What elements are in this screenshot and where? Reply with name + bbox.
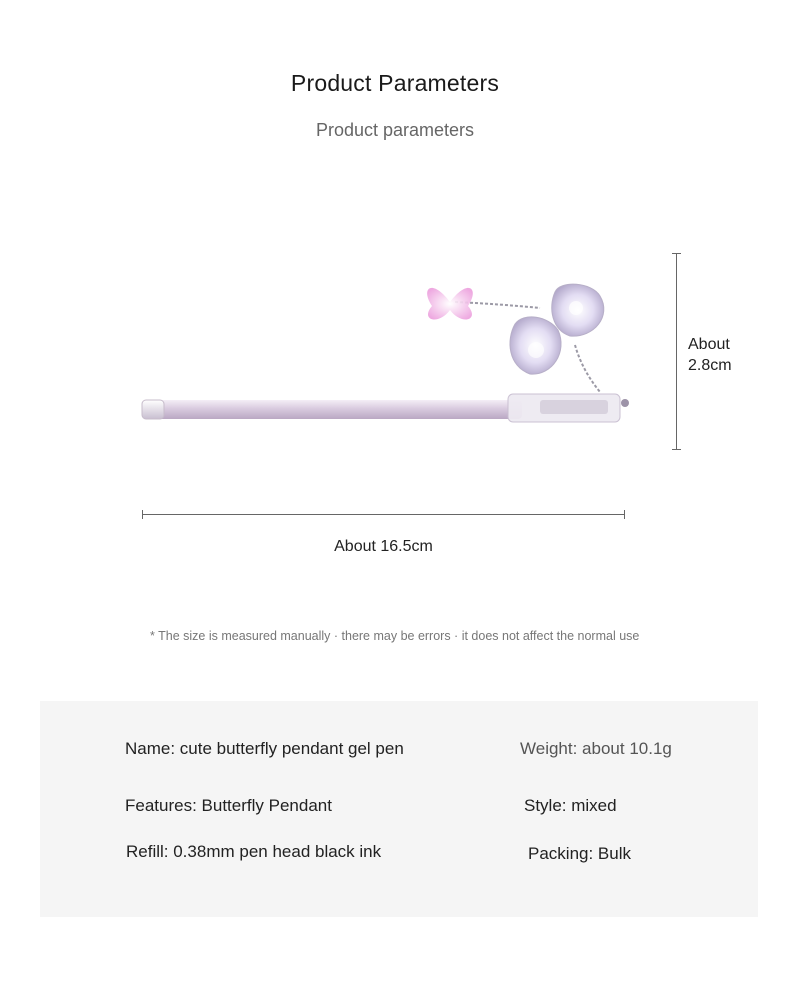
param-packing: Packing: Bulk	[528, 844, 631, 863]
param-name: Name: cute butterfly pendant gel pen	[125, 739, 404, 758]
height-label-line1: About	[688, 336, 730, 353]
param-weight: Weight: about 10.1g	[520, 739, 672, 758]
crystal-butterfly	[510, 284, 604, 374]
chain	[575, 345, 600, 392]
length-dimension-line	[142, 514, 625, 515]
length-label: About 16.5cm	[334, 538, 433, 555]
measurement-note: * The size is measured manually · there may be errors · it does not affect the normal use	[150, 629, 640, 643]
pen-image	[120, 260, 680, 450]
pen-end-cap	[142, 400, 164, 419]
pink-butterfly	[427, 288, 473, 320]
param-refill: Refill: 0.38mm pen head black ink	[126, 842, 382, 861]
param-style: Style: mixed	[524, 796, 617, 815]
pen-barrel	[142, 400, 522, 419]
height-label-line2: 2.8cm	[688, 357, 732, 374]
parameters-panel	[40, 701, 758, 917]
page-title: Product Parameters	[290, 70, 500, 96]
height-dimension-line	[676, 253, 677, 450]
param-features: Features: Butterfly Pendant	[125, 796, 332, 815]
page-subtitle: Product parameters	[315, 120, 475, 140]
height-label	[688, 334, 768, 376]
